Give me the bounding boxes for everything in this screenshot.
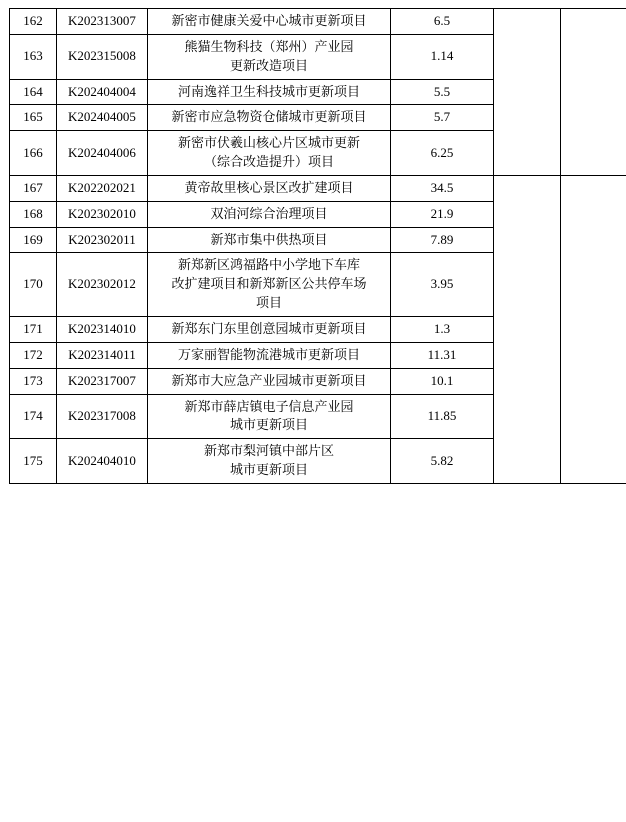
cell-index: 169 bbox=[10, 227, 57, 253]
project-name-lines bbox=[150, 134, 388, 172]
project-name-lines bbox=[150, 108, 388, 127]
cell-index: 166 bbox=[10, 131, 57, 176]
cell-index: 175 bbox=[10, 439, 57, 484]
project-name-line: 新密市健康关爱中心城市更新项目 bbox=[150, 12, 388, 31]
project-name-lines bbox=[150, 256, 388, 313]
project-name-line: 改扩建项目和新郑新区公共停车场 bbox=[150, 275, 388, 294]
project-name-lines bbox=[150, 205, 388, 224]
project-name-lines bbox=[150, 231, 388, 250]
project-name-line: 万家丽智能物流港城市更新项目 bbox=[150, 346, 388, 365]
project-name-lines bbox=[150, 38, 388, 76]
cell-project-code: K202313007 bbox=[57, 9, 148, 35]
cell-total-investment: 11.85 bbox=[391, 394, 494, 439]
cell-project-code: K202302012 bbox=[57, 253, 148, 317]
cell-total-investment: 21.9 bbox=[391, 201, 494, 227]
cell-project-code: K202315008 bbox=[57, 34, 148, 79]
cell-district bbox=[494, 9, 561, 176]
cell-index: 164 bbox=[10, 79, 57, 105]
project-name-line: 新郑东门东里创意园城市更新项目 bbox=[150, 320, 388, 339]
cell-project-name bbox=[148, 316, 391, 342]
project-name-line: 黄帝故里核心景区改扩建项目 bbox=[150, 179, 388, 198]
cell-project-code: K202317007 bbox=[57, 368, 148, 394]
cell-index: 172 bbox=[10, 342, 57, 368]
cell-district bbox=[494, 175, 561, 483]
cell-index: 167 bbox=[10, 175, 57, 201]
cell-project-code: K202404004 bbox=[57, 79, 148, 105]
document-page bbox=[0, 8, 626, 822]
cell-index: 174 bbox=[10, 394, 57, 439]
table-row bbox=[10, 9, 626, 35]
project-name-line: 双洎河综合治理项目 bbox=[150, 205, 388, 224]
project-name-lines bbox=[150, 442, 388, 480]
cell-project-name bbox=[148, 79, 391, 105]
cell-index: 170 bbox=[10, 253, 57, 317]
cell-total-investment: 5.82 bbox=[391, 439, 494, 484]
cell-total-investment: 34.5 bbox=[391, 175, 494, 201]
cell-project-code: K202302011 bbox=[57, 227, 148, 253]
cell-total-investment: 11.31 bbox=[391, 342, 494, 368]
project-name-lines bbox=[150, 320, 388, 339]
project-name-line: 新密市伏羲山核心片区城市更新 bbox=[150, 134, 388, 153]
cell-project-code: K202302010 bbox=[57, 201, 148, 227]
project-name-lines bbox=[150, 179, 388, 198]
cell-project-name bbox=[148, 175, 391, 201]
project-name-line: 新密市应急物资仓储城市更新项目 bbox=[150, 108, 388, 127]
cell-total-investment: 5.5 bbox=[391, 79, 494, 105]
cell-project-code: K202314011 bbox=[57, 342, 148, 368]
cell-project-code: K202404010 bbox=[57, 439, 148, 484]
cell-project-name bbox=[148, 227, 391, 253]
cell-index: 163 bbox=[10, 34, 57, 79]
table-body bbox=[10, 9, 626, 484]
cell-project-name bbox=[148, 368, 391, 394]
cell-total-investment: 1.3 bbox=[391, 316, 494, 342]
cell-total-investment: 3.95 bbox=[391, 253, 494, 317]
project-name-line: 城市更新项目 bbox=[150, 416, 388, 435]
project-table bbox=[9, 8, 626, 484]
cell-project-name bbox=[148, 439, 391, 484]
cell-index: 165 bbox=[10, 105, 57, 131]
cell-district-total bbox=[561, 175, 626, 483]
cell-project-name bbox=[148, 394, 391, 439]
cell-total-investment: 5.7 bbox=[391, 105, 494, 131]
cell-project-name bbox=[148, 105, 391, 131]
cell-total-investment: 6.25 bbox=[391, 131, 494, 176]
cell-project-name bbox=[148, 9, 391, 35]
cell-project-name bbox=[148, 253, 391, 317]
project-name-lines bbox=[150, 346, 388, 365]
cell-total-investment: 7.89 bbox=[391, 227, 494, 253]
project-name-lines bbox=[150, 372, 388, 391]
project-name-lines bbox=[150, 398, 388, 436]
cell-total-investment: 1.14 bbox=[391, 34, 494, 79]
project-name-line: 新郑市大应急产业园城市更新项目 bbox=[150, 372, 388, 391]
cell-project-code: K202317008 bbox=[57, 394, 148, 439]
cell-project-code: K202404006 bbox=[57, 131, 148, 176]
project-name-line: 新郑市集中供热项目 bbox=[150, 231, 388, 250]
table-row bbox=[10, 175, 626, 201]
cell-index: 168 bbox=[10, 201, 57, 227]
project-name-line: 河南逸祥卫生科技城市更新项目 bbox=[150, 83, 388, 102]
cell-total-investment: 10.1 bbox=[391, 368, 494, 394]
cell-index: 162 bbox=[10, 9, 57, 35]
project-name-line: 项目 bbox=[150, 294, 388, 313]
project-name-line: 城市更新项目 bbox=[150, 461, 388, 480]
cell-project-name bbox=[148, 34, 391, 79]
cell-total-investment: 6.5 bbox=[391, 9, 494, 35]
cell-project-code: K202404005 bbox=[57, 105, 148, 131]
project-name-line: （综合改造提升）项目 bbox=[150, 153, 388, 172]
project-name-line: 新郑新区鸿福路中小学地下车库 bbox=[150, 256, 388, 275]
project-name-lines bbox=[150, 83, 388, 102]
cell-project-name bbox=[148, 201, 391, 227]
project-name-line: 新郑市薛店镇电子信息产业园 bbox=[150, 398, 388, 417]
project-name-line: 新郑市梨河镇中部片区 bbox=[150, 442, 388, 461]
cell-project-name bbox=[148, 131, 391, 176]
project-name-line: 更新改造项目 bbox=[150, 57, 388, 76]
cell-district-total bbox=[561, 9, 626, 176]
cell-index: 171 bbox=[10, 316, 57, 342]
cell-index: 173 bbox=[10, 368, 57, 394]
cell-project-code: K202202021 bbox=[57, 175, 148, 201]
cell-project-name bbox=[148, 342, 391, 368]
project-name-line: 熊猫生物科技（郑州）产业园 bbox=[150, 38, 388, 57]
cell-project-code: K202314010 bbox=[57, 316, 148, 342]
project-name-lines bbox=[150, 12, 388, 31]
